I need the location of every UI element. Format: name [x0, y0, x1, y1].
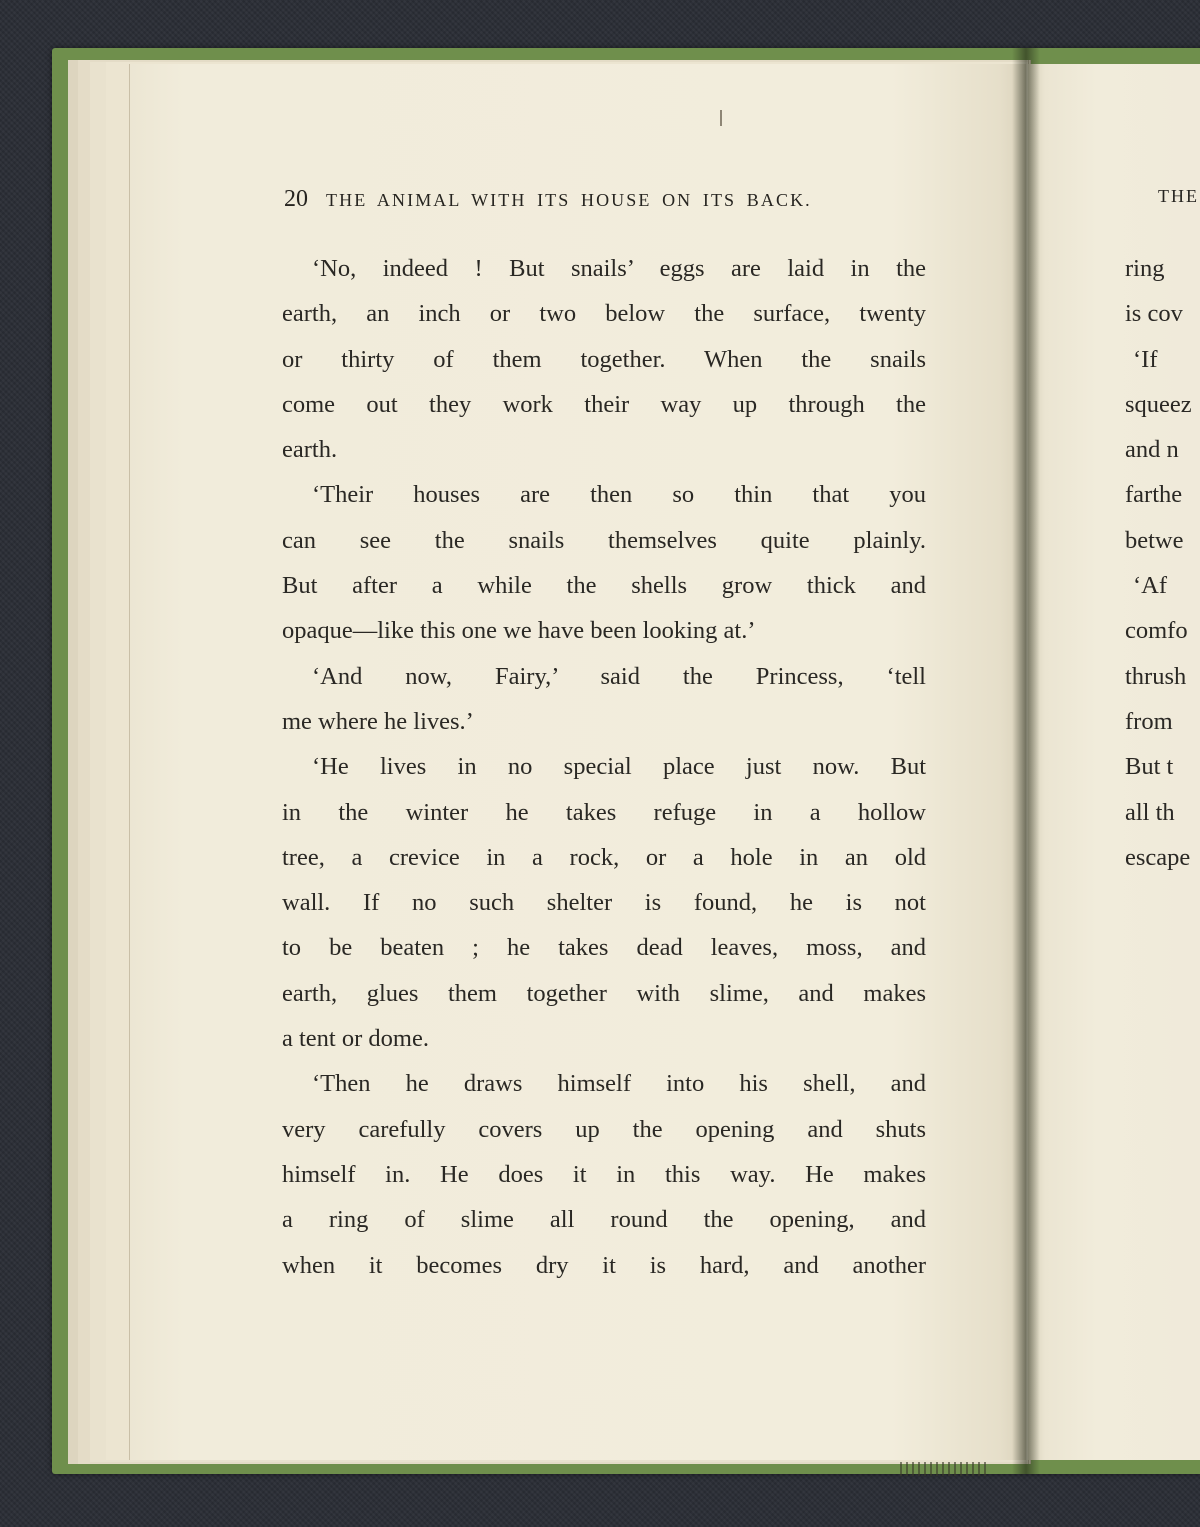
text-line: when it becomes dry it is hard, and another	[282, 1251, 926, 1279]
text-line: a tent or dome.	[282, 1025, 429, 1053]
page-number: 20	[284, 186, 308, 212]
running-title: THE ANIMAL WITH ITS HOUSE ON ITS BACK.	[326, 190, 812, 210]
text-line: or thirty of them together. When the snails	[282, 345, 926, 373]
text-line: me where he lives.’	[282, 707, 474, 735]
text-line: ‘He lives in no special place just now. But	[312, 753, 926, 781]
text-line: thrush	[1125, 662, 1187, 690]
text-line: to be beaten ; he takes dead leaves, moss, and	[282, 934, 926, 962]
text-line: squeez	[1125, 390, 1192, 418]
text-line: But t	[1125, 753, 1174, 781]
text-line: ‘Then he draws himself into his shell, and	[312, 1070, 926, 1098]
body-text	[282, 246, 926, 1288]
text-line: all th	[1125, 798, 1175, 826]
text-line: ‘If	[1133, 345, 1158, 373]
text-line: is cov	[1125, 300, 1183, 328]
cover-wear-mark	[900, 1462, 990, 1476]
right-body-text	[1125, 246, 1200, 880]
text-line: earth, glues them together with slime, and makes	[282, 979, 926, 1007]
text-line: himself in. He does it in this way. He makes	[282, 1160, 926, 1188]
text-line: come out they work their way up through the	[282, 390, 926, 418]
running-head	[284, 186, 924, 213]
text-line: and n	[1125, 436, 1179, 464]
text-line: can see the snails themselves quite plainly.	[282, 526, 926, 554]
text-line: comfo	[1125, 617, 1188, 645]
text-line: ‘Af	[1133, 572, 1168, 600]
text-line: earth, an inch or two below the surface, twenty	[282, 300, 926, 328]
text-line: betwe	[1125, 526, 1184, 554]
text-line: very carefully covers up the opening and shuts	[282, 1115, 926, 1143]
book-gutter	[1012, 48, 1040, 1474]
text-line: earth.	[282, 436, 338, 464]
text-line: opaque—like this one we have been looking at.’	[282, 617, 756, 645]
text-line: in the winter he takes refuge in a hollow	[282, 798, 926, 826]
text-line: ‘Their houses are then so thin that you	[312, 481, 926, 509]
text-line: wall. If no such shelter is found, he is not	[282, 889, 926, 917]
text-line: ‘And now, Fairy,’ said the Princess, ‘tell	[312, 662, 926, 690]
text-line: farthe	[1125, 481, 1183, 509]
paper-speck	[720, 110, 722, 126]
text-line: a ring of slime all round the opening, and	[282, 1206, 926, 1234]
right-running-title: THE	[1158, 186, 1199, 206]
text-line: escape	[1125, 843, 1191, 871]
text-line: ring	[1125, 255, 1165, 282]
text-line: ‘No, indeed ! But snails’ eggs are laid in the	[312, 255, 926, 282]
text-line: from	[1125, 707, 1173, 735]
text-line: But after a while the shells grow thick and	[282, 572, 926, 600]
text-line: tree, a crevice in a rock, or a hole in an old	[282, 843, 926, 871]
